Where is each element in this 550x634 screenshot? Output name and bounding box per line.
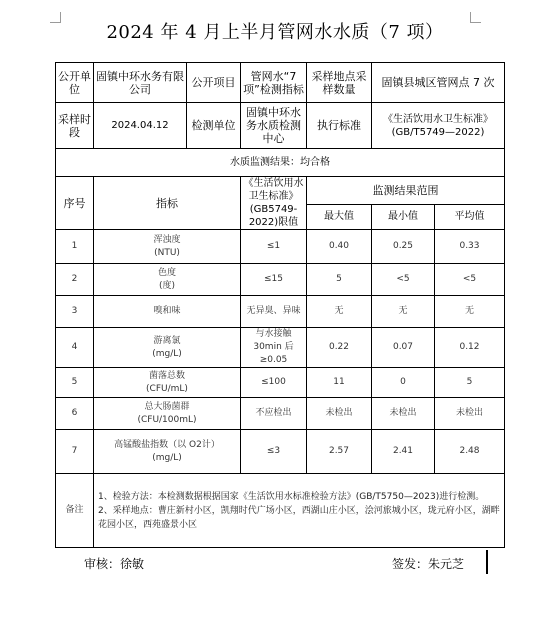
- reviewer-signature: 审核：徐敏: [84, 557, 145, 571]
- publisher-value: 固镇中环水务有限公司: [94, 63, 187, 103]
- row-max: 11: [307, 368, 372, 398]
- row-indicator: [94, 328, 241, 368]
- row-avg: 无: [435, 296, 505, 328]
- location-label: 采样地点采样数量: [307, 63, 372, 103]
- row-min: <5: [372, 264, 435, 296]
- standard-label: 执行标准: [307, 103, 372, 149]
- indicator-name: 菌落总数: [148, 370, 185, 381]
- row-seq: 4: [56, 328, 94, 368]
- row-seq: 2: [56, 264, 94, 296]
- indicator-unit: (度): [158, 280, 176, 291]
- indicator-name: 色度: [157, 267, 176, 278]
- row-indicator: [94, 368, 241, 398]
- row-indicator: [94, 264, 241, 296]
- row-max: 未检出: [307, 398, 372, 430]
- indicator-name: 游离氯: [153, 335, 181, 346]
- row-max: 5: [307, 264, 372, 296]
- table-row: [56, 368, 505, 398]
- time-label: 采样时段: [56, 103, 94, 149]
- table-row: [56, 264, 505, 296]
- row-limit: ≤1: [241, 230, 307, 264]
- max-header: 最大值: [307, 204, 372, 229]
- indicator-header: 指标: [94, 177, 241, 230]
- signer-signature: 签发：朱元芝: [392, 557, 465, 571]
- indicator-name: 浑浊度: [153, 234, 181, 245]
- indicator-unit: (CFU/mL): [146, 383, 188, 394]
- range-header: 监测结果范围: [307, 177, 505, 205]
- row-min: 0.25: [372, 230, 435, 264]
- standard-value: 《生活饮用水卫生标准》(GB/T5749—2022): [372, 103, 505, 149]
- indicator-name: 总大肠菌群: [144, 401, 190, 412]
- row-avg: 5: [435, 368, 505, 398]
- min-header: 最小值: [372, 204, 435, 229]
- lab-value: 固镇中环水务水质检测中心: [241, 103, 307, 149]
- avg-header: 平均值: [435, 204, 505, 229]
- table-row: [56, 328, 505, 368]
- row-seq: 1: [56, 230, 94, 264]
- row-indicator: [94, 296, 241, 328]
- water-quality-table: [55, 62, 505, 548]
- row-indicator: [94, 430, 241, 474]
- row-limit: ≤15: [241, 264, 307, 296]
- item-label: 公开项目: [187, 63, 241, 103]
- row-min: 未检出: [372, 398, 435, 430]
- row-indicator: [94, 398, 241, 430]
- row-avg: 未检出: [435, 398, 505, 430]
- row-seq: 5: [56, 368, 94, 398]
- row-min: 2.41: [372, 430, 435, 474]
- indicator-unit: (NTU): [154, 247, 180, 258]
- item-value: 管网水“7 项”检测指标: [241, 63, 307, 103]
- indicator-unit: (mg/L): [152, 348, 182, 359]
- info-row-2: [56, 103, 505, 149]
- indicator-unit: (CFU/100mL): [137, 414, 197, 425]
- row-avg: <5: [435, 264, 505, 296]
- row-max: 2.57: [307, 430, 372, 474]
- table-row: [56, 296, 505, 328]
- row-limit: ≤100: [241, 368, 307, 398]
- info-row-1: [56, 63, 505, 103]
- row-avg: 2.48: [435, 430, 505, 474]
- result-summary: 水质监测结果：均合格: [56, 149, 505, 177]
- notes-line-2: 2、采样地点：曹庄新村小区，凯翔时代广场小区，西湖山庄小区，浍河旅城小区，珑元府小区，湖畔花园小区，西苑盛景小区: [98, 505, 500, 530]
- page-title: 2024 年 4 月上半月管网水水质（7 项）: [106, 22, 444, 43]
- table-row: [56, 430, 505, 474]
- notes-content: [94, 474, 505, 548]
- notes-line-1: 1、检验方法：本检测数据根据国家《生活饮用水标准检验方法》(GB/T5750—2023)进行检测。: [98, 491, 485, 502]
- header-row-1: [56, 177, 505, 205]
- row-limit: ≤3: [241, 430, 307, 474]
- indicator-name: 高锰酸盐指数（以 O2计）: [114, 439, 220, 450]
- row-min: 无: [372, 296, 435, 328]
- table-row: [56, 230, 505, 264]
- row-indicator: [94, 230, 241, 264]
- row-max: 0.22: [307, 328, 372, 368]
- time-value: 2024.04.12: [94, 103, 187, 149]
- row-limit: 无异臭、异味: [241, 296, 307, 328]
- indicator-name: 嗅和味: [153, 306, 181, 316]
- notes-label: 备注: [56, 474, 94, 548]
- table-row: [56, 398, 505, 430]
- row-seq: 6: [56, 398, 94, 430]
- notes-row: [56, 474, 505, 548]
- row-limit: 不应检出: [241, 398, 307, 430]
- row-seq: 3: [56, 296, 94, 328]
- location-value: 固镇县城区管网点 7 次: [372, 63, 505, 103]
- row-max: 0.40: [307, 230, 372, 264]
- row-limit: 与水接触 30min 后≥0.05: [241, 328, 307, 368]
- row-avg: 0.12: [435, 328, 505, 368]
- row-max: 无: [307, 296, 372, 328]
- row-min: 0: [372, 368, 435, 398]
- result-summary-row: [56, 149, 505, 177]
- limit-header: 《生活饮用水卫生标准》(GB5749-2022)限值: [241, 177, 307, 230]
- text-cursor-bar: [486, 550, 488, 574]
- indicator-unit: (mg/L): [152, 452, 182, 463]
- row-avg: 0.33: [435, 230, 505, 264]
- row-min: 0.07: [372, 328, 435, 368]
- seq-header: 序号: [56, 177, 94, 230]
- row-seq: 7: [56, 430, 94, 474]
- lab-label: 检测单位: [187, 103, 241, 149]
- publisher-label: 公开单位: [56, 63, 94, 103]
